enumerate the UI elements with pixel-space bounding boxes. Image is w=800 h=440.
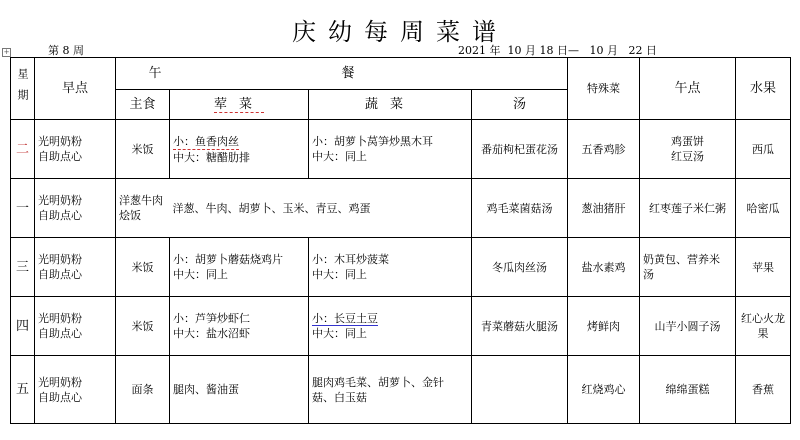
staple-cell: 洋葱牛肉烩饭 — [116, 179, 170, 238]
afternoon-cell — [640, 238, 736, 297]
header-day: 星期 — [11, 58, 35, 120]
date-range: 2021 年 10 月 18 日— 10 月 22 日 — [458, 44, 657, 57]
afternoon-line: 汤 — [643, 268, 654, 281]
fruit-cell: 西瓜 — [736, 120, 791, 179]
breakfast-cell — [35, 297, 116, 356]
staple-cell: 米饭 — [116, 120, 170, 179]
table-row — [11, 179, 791, 238]
special-cell: 五香鸡胗 — [568, 120, 640, 179]
meat-line: 中大：盐水沼虾 — [173, 327, 250, 340]
table-row — [11, 238, 791, 297]
meat-line: 中大：糖醋肋排 — [173, 150, 250, 164]
veg-line: 腿肉鸡毛菜、胡萝卜、金针 — [312, 375, 444, 389]
day-label: 五 — [11, 356, 35, 424]
soup-cell: 番茄枸杞蛋花汤 — [472, 120, 568, 179]
breakfast-line: 光明奶粉 — [38, 253, 82, 266]
soup-cell: 鸡毛菜菌菇汤 — [472, 179, 568, 238]
fruit-cell: 红心火龙果 — [736, 297, 791, 356]
breakfast-cell — [35, 356, 116, 424]
afternoon-line: 红豆汤 — [671, 150, 704, 163]
meat-cell — [170, 356, 309, 424]
breakfast-line: 光明奶粉 — [38, 194, 82, 207]
breakfast-cell — [35, 238, 116, 297]
day-label: 二 — [11, 120, 35, 179]
day-label: 四 — [11, 297, 35, 356]
breakfast-line: 自助点心 — [38, 327, 82, 340]
meat-cell — [170, 238, 309, 297]
table-anchor-icon[interactable]: + — [3, 48, 10, 56]
day-label: 三 — [11, 238, 35, 297]
staple-cell: 米饭 — [116, 297, 170, 356]
veg-line: 中大：同上 — [312, 327, 367, 340]
breakfast-line: 自助点心 — [38, 268, 82, 281]
special-cell: 烤鲜肉 — [568, 297, 640, 356]
breakfast-line: 光明奶粉 — [38, 375, 82, 389]
soup-cell — [472, 356, 568, 424]
veg-line-text: 小：长豆土豆 — [312, 312, 378, 325]
veg-line: 小：胡萝卜莴笋炒黑木耳 — [312, 135, 433, 148]
staple-cell: 米饭 — [116, 238, 170, 297]
table-row — [11, 120, 791, 179]
page-title: 庆幼每周菜谱 — [292, 18, 508, 46]
day-label: 一 — [11, 179, 35, 238]
meat-line: 腿肉、酱油蛋 — [173, 383, 239, 396]
special-cell: 葱油猪肝 — [568, 179, 640, 238]
afternoon-line: 红枣莲子米仁粥 — [649, 201, 726, 215]
soup-cell: 青菜蘑菇火腿汤 — [472, 297, 568, 356]
combined-dish-cell: 洋葱、牛肉、胡萝卜、玉米、青豆、鸡蛋 — [170, 179, 472, 238]
header-lunch — [116, 58, 568, 90]
header-fruit: 水果 — [736, 58, 791, 120]
breakfast-line: 光明奶粉 — [38, 312, 82, 325]
header-veg — [309, 90, 472, 120]
afternoon-cell — [640, 356, 736, 424]
afternoon-line: 鸡蛋饼 — [671, 135, 704, 148]
staple-cell: 面条 — [116, 356, 170, 424]
table-row — [11, 297, 791, 356]
header-special: 特殊菜 — [568, 58, 640, 120]
afternoon-line: 山芋小圆子汤 — [654, 319, 721, 333]
fruit-cell: 苹果 — [736, 238, 791, 297]
breakfast-line: 自助点心 — [38, 209, 82, 222]
header-lunch-text: 午餐 — [148, 66, 535, 81]
meat-line: 小：胡萝卜蘑菇烧鸡片 — [173, 253, 283, 266]
meat-line: 中大：同上 — [173, 268, 228, 281]
header-breakfast: 早点 — [35, 58, 116, 120]
afternoon-cell — [640, 297, 736, 356]
breakfast-line: 光明奶粉 — [38, 135, 82, 148]
fruit-cell: 哈密瓜 — [736, 179, 791, 238]
veg-cell — [309, 356, 472, 424]
breakfast-line: 自助点心 — [38, 150, 82, 163]
veg-line: 小：木耳炒菠菜 — [312, 253, 389, 266]
meat-line: 小：芦笋炒虾仁 — [173, 312, 250, 325]
header-afternoon: 午点 — [640, 58, 736, 120]
header-staple: 主食 — [116, 90, 170, 120]
veg-line — [312, 311, 468, 326]
special-cell: 盐水素鸡 — [568, 238, 640, 297]
veg-cell — [309, 238, 472, 297]
veg-cell — [309, 120, 472, 179]
table-row — [11, 356, 791, 424]
meat-line: 小：鱼香肉丝 — [173, 134, 239, 148]
breakfast-line: 自助点心 — [38, 390, 82, 404]
soup-cell: 冬瓜肉丝汤 — [472, 238, 568, 297]
menu-table — [10, 57, 791, 424]
veg-line: 中大：同上 — [312, 150, 367, 163]
header-veg-text: 蔬菜 — [364, 97, 415, 112]
afternoon-cell — [640, 120, 736, 179]
veg-line: 菇、白玉菇 — [312, 390, 367, 404]
veg-cell — [309, 297, 472, 356]
special-cell: 红烧鸡心 — [568, 356, 640, 424]
meat-cell — [170, 297, 309, 356]
afternoon-cell — [640, 179, 736, 238]
fruit-cell: 香蕉 — [736, 356, 791, 424]
week-number: 第 8 周 — [48, 44, 84, 57]
header-soup: 汤 — [472, 90, 568, 120]
header-meat — [170, 90, 309, 120]
veg-line: 中大：同上 — [312, 268, 367, 281]
afternoon-line: 奶黄包、营养米 — [643, 253, 720, 266]
breakfast-cell — [35, 179, 116, 238]
header-meat-text: 荤菜 — [213, 97, 264, 112]
breakfast-cell — [35, 120, 116, 179]
meat-cell — [170, 120, 309, 179]
afternoon-line: 绵绵蛋糕 — [665, 383, 710, 396]
